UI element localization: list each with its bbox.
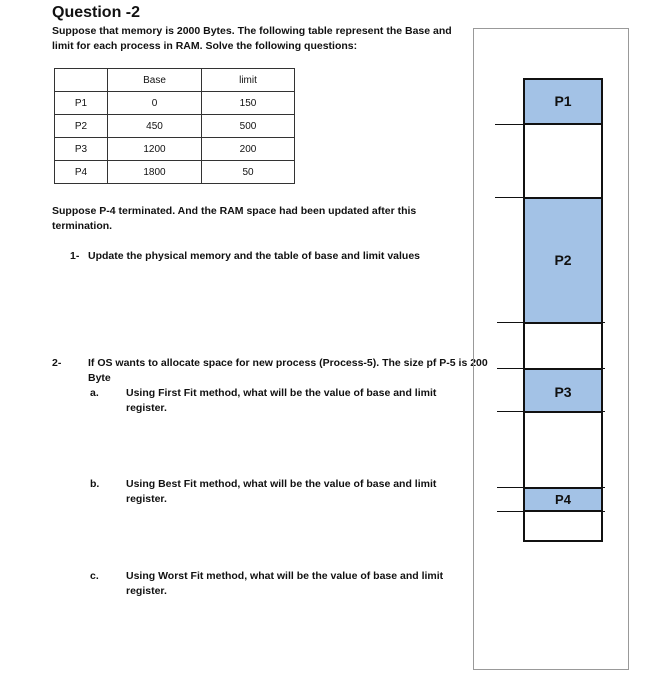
question-intro: Suppose that memory is 2000 Bytes. The following table represent the Base and limit for each process in RAM. Solve the following questions: [52,25,452,52]
process-cell: P1 [55,92,108,115]
base-cell: 1200 [108,138,202,161]
sub-question-c-text: Using Worst Fit method, what will be the value of base and limit register. [126,570,444,597]
question-title: Question -2 [52,4,141,21]
sub-question-c-label: c. [90,570,99,582]
limit-cell: 150 [202,92,295,115]
question-1-text: Update the physical memory and the table of base and limit values [88,250,421,262]
limit-cell: 500 [202,115,295,138]
boundary-line [497,368,605,369]
boundary-line [495,197,603,198]
base-cell: 450 [108,115,202,138]
sub-question-b-text: Using Best Fit method, what will be the value of base and limit register. [126,478,437,505]
table-header-limit: limit [202,69,295,92]
question-2-number: 2- [52,357,62,369]
table-row [55,161,295,184]
question-1-number: 1- [70,250,80,262]
sub-question-a [90,386,476,416]
base-cell: 0 [108,92,202,115]
table-header-base: Base [108,69,202,92]
question-2-text: If OS wants to allocate space for new process (Process-5). The size pf P-5 is 200 Byte [88,357,488,384]
table-row [55,92,295,115]
process-cell: P3 [55,138,108,161]
table-row [55,138,295,161]
question-2 [52,356,488,386]
memory-label-p1: P1 [554,93,572,109]
limit-cell: 200 [202,138,295,161]
sub-question-a-label: a. [90,387,99,399]
memory-label-p4: P4 [555,492,571,507]
question-1 [70,249,460,264]
table-header-empty [55,69,108,92]
limit-cell: 50 [202,161,295,184]
table-header-row [55,69,295,92]
boundary-line [497,322,605,323]
process-cell: P2 [55,115,108,138]
process-cell: P4 [55,161,108,184]
boundary-line [495,124,603,125]
boundary-line [497,487,605,488]
boundary-line [497,511,605,512]
base-limit-table [54,68,295,184]
table-row [55,115,295,138]
sub-question-a-text: Using First Fit method, what will be the value of base and limit register. [126,387,437,414]
termination-note: Suppose P-4 terminated. And the RAM space had been updated after this termination. [52,205,417,232]
sub-question-c [90,569,486,599]
memory-label-p2: P2 [554,252,572,268]
boundary-line [497,411,605,412]
base-cell: 1800 [108,161,202,184]
sub-question-b [90,477,476,507]
sub-question-b-label: b. [90,478,100,490]
memory-label-p3: P3 [554,384,572,400]
